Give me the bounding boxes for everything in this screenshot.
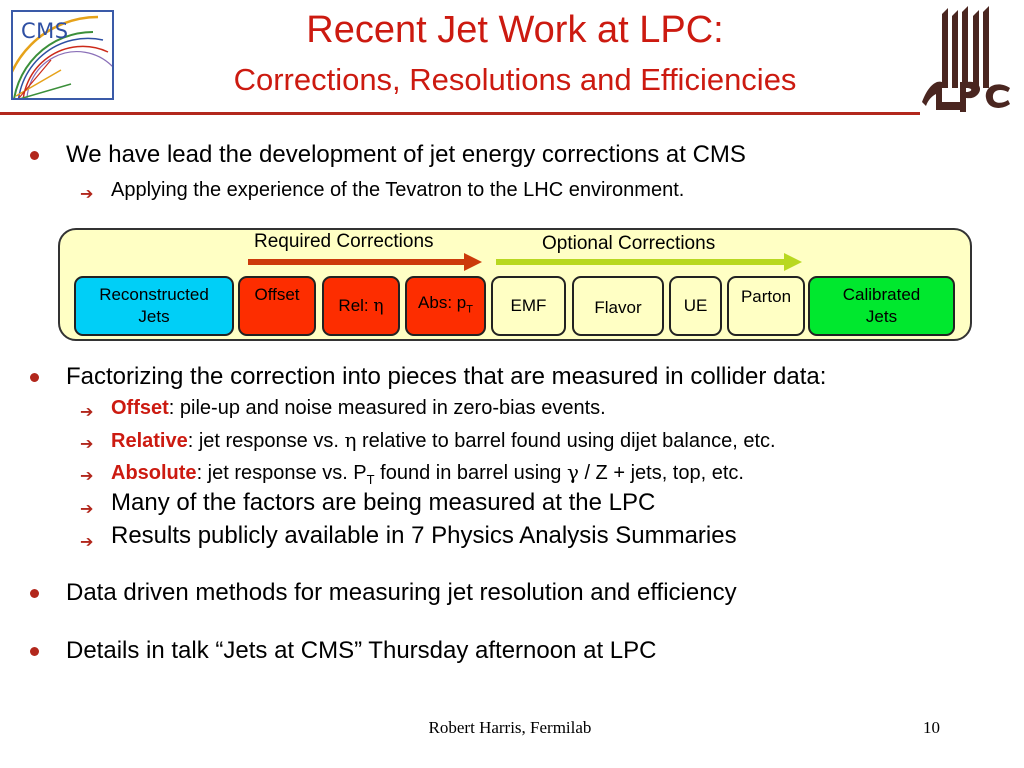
arrow-right-icon: ➔ — [80, 184, 94, 203]
parton-box: Parton — [727, 276, 805, 336]
relative-box: Rel: η — [322, 276, 400, 336]
arrow-right-icon: ➔ — [80, 434, 94, 453]
calibrated-jets-box: Calibrated Jets — [808, 276, 955, 336]
ue-box: UE — [669, 276, 722, 336]
arrow-right-icon: ➔ — [80, 532, 94, 551]
required-corrections-label: Required Corrections — [254, 231, 434, 252]
flavor-box: Flavor — [572, 276, 664, 336]
slide-title: Recent Jet Work at LPC: — [306, 9, 724, 51]
corrections-arrows — [246, 252, 806, 272]
offset-box: Offset — [238, 276, 316, 336]
required-corrections-arrow-icon — [248, 253, 482, 271]
reconstructed-jets-box: Reconstructed Jets — [74, 276, 234, 336]
bullet-dot-icon — [30, 373, 39, 382]
page-number: 10 — [923, 718, 940, 737]
optional-corrections-arrow-icon — [496, 253, 802, 271]
absolute-box: Abs: $p_T$ — [405, 276, 486, 336]
title-divider — [0, 112, 920, 115]
bullet-dot-icon — [30, 151, 39, 160]
slide-subtitle: Corrections, Resolutions and Efficiencies — [233, 62, 797, 97]
cms-logo-text: CMS — [21, 19, 69, 43]
emf-box: EMF — [491, 276, 566, 336]
arrow-right-icon: ➔ — [80, 499, 94, 518]
cms-logo — [11, 10, 114, 100]
footer-author: Robert Harris, Fermilab — [428, 718, 592, 737]
arrow-right-icon: ➔ — [80, 466, 94, 485]
bullet-dot-icon — [30, 647, 39, 656]
arrow-right-icon: ➔ — [80, 402, 94, 421]
optional-corrections-label: Optional Corrections — [542, 233, 716, 254]
bullet-dot-icon — [30, 589, 39, 598]
lpc-logo — [918, 6, 1018, 112]
